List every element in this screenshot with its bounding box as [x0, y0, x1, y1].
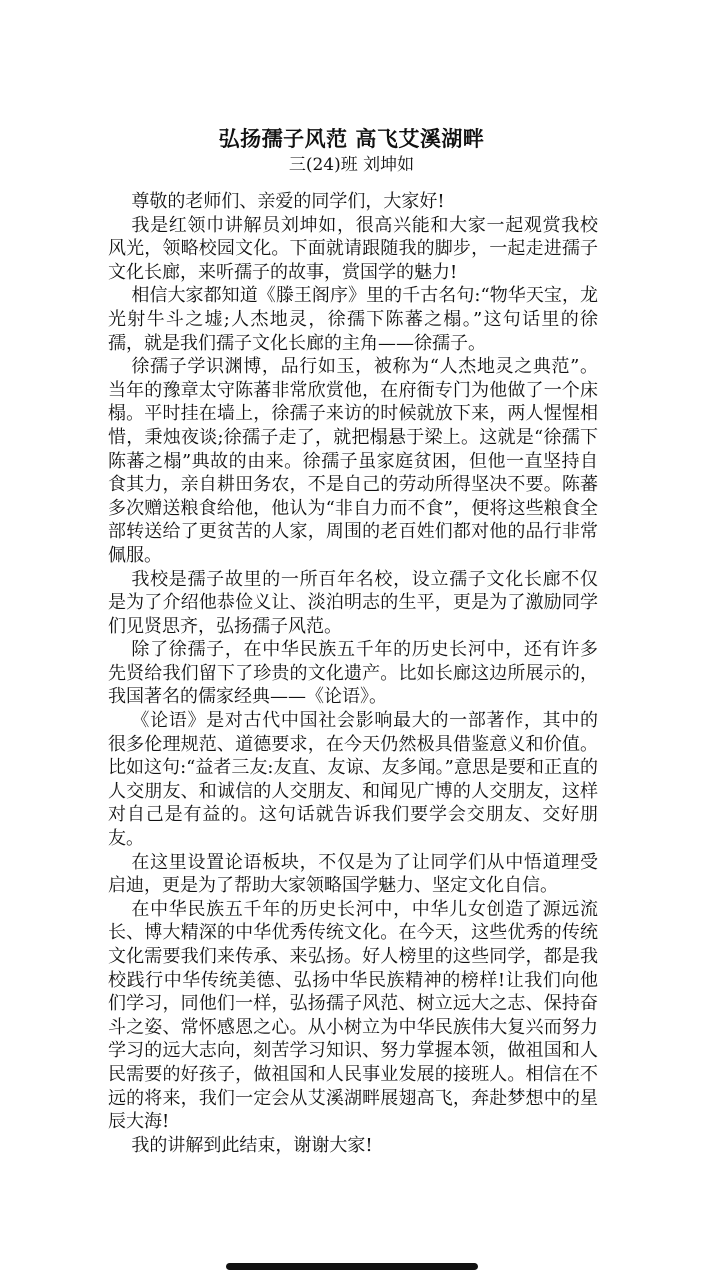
paragraph-greeting: 尊敬的老师们、亲爱的同学们，大家好!: [131, 191, 445, 212]
paragraph-school: 我校是孺子故里的一所百年名校，设立孺子文化长廊不仅是为了介绍他恭俭义让、淡泊明志的生平，更是为了激励同学们见贤思齐，弘扬孺子风范。: [108, 568, 598, 637]
document-author: 三(24)班 刘坤如: [288, 155, 415, 175]
paragraph-quote: 相信大家都知道《滕王阁序》里的千古名句:“物华天宝，龙光射牛斗之墟;人杰地灵，徐孺下陈蕃之榻。”这句话里的徐孺，就是我们孺子文化长廊的主角——徐孺子。: [108, 285, 598, 354]
paragraph-intro: 我是红领巾讲解员刘坤如，很高兴能和大家一起观赏我校风光，领略校园文化。下面就请跟随我的脚步，一起走进孺子文化长廊，来听孺子的故事，赏国学的魅力!: [108, 214, 598, 283]
paragraph-analects: 《论语》是对古代中国社会影响最大的一部著作，其中的很多伦理规范、道德要求，在今天仍然极具借鉴意义和价值。比如这句:“益者三友:友直、友谅、友多闻。”意思是要和正直的人交朋友、和诚信的人交朋友、和闻见广博的人交朋友，这样对自己是有益的。这句话就告诉我们要学会交朋友、交好朋友。: [108, 710, 598, 850]
home-indicator[interactable]: [226, 1263, 478, 1270]
paragraph-closing: 我的讲解到此结束，谢谢大家!: [131, 1134, 373, 1156]
paragraph-analects-section: 在这里设置论语板块，不仅是为了让同学们从中悟道理受启迪，更是为了帮助大家领略国学魅力、坚定文化自信。: [108, 851, 598, 897]
document-title: 弘扬孺子风范 高飞艾溪湖畔: [218, 127, 485, 151]
document-body: [108, 190, 598, 1157]
paragraph-xu-ruzi: 徐孺子学识渊博，品行如玉，被称为“人杰地灵之典范”。当年的豫章太守陈蕃非常欣赏他，在府衙专门为他做了一个床榻。平时挂在墙上，徐孺子来访的时候就放下来，两人惺惺相惜，秉烛夜谈;徐孺子走了，就把榻悬于梁上。这就是“徐孺下陈蕃之榻”典故的由来。徐孺子虽家庭贫困，但他一直坚持自食其力，亲自耕田务农，不是自己的劳动所得坚决不要。陈蕃多次赠送粮食给他，他认为“非自力而不食”，便将这些粮食全部转送给了更贫苦的人家，周围的老百姓们都对他的品行非常佩服。: [108, 356, 598, 566]
paragraph-tradition: 在中华民族五千年的历史长河中，中华儿女创造了源远流长、博大精深的中华优秀传统文化。在今天，这些优秀的传统文化需要我们来传承、来弘扬。好人榜里的这些同学，都是我校践行中华传统美德、弘扬中华民族精神的榜样!让我们向他们学习，同他们一样，弘扬孺子风范、树立远大之志、保持奋斗之姿、常怀感恩之心。从小树立为中华民族伟大复兴而努力学习的远大志向，刻苦学习知识、努力掌握本领，做祖国和人民需要的好孩子，做祖国和人民事业发展的接班人。相信在不远的将来，我们一定会从艾溪湖畔展翅高飞，奔赴梦想中的星辰大海!: [108, 898, 598, 1133]
paragraph-sages: 除了徐孺子，在中华民族五千年的历史长河中，还有许多先贤给我们留下了珍贵的文化遗产。比如长廊这边所展示的，我国著名的儒家经典——《论语》。: [108, 639, 598, 708]
